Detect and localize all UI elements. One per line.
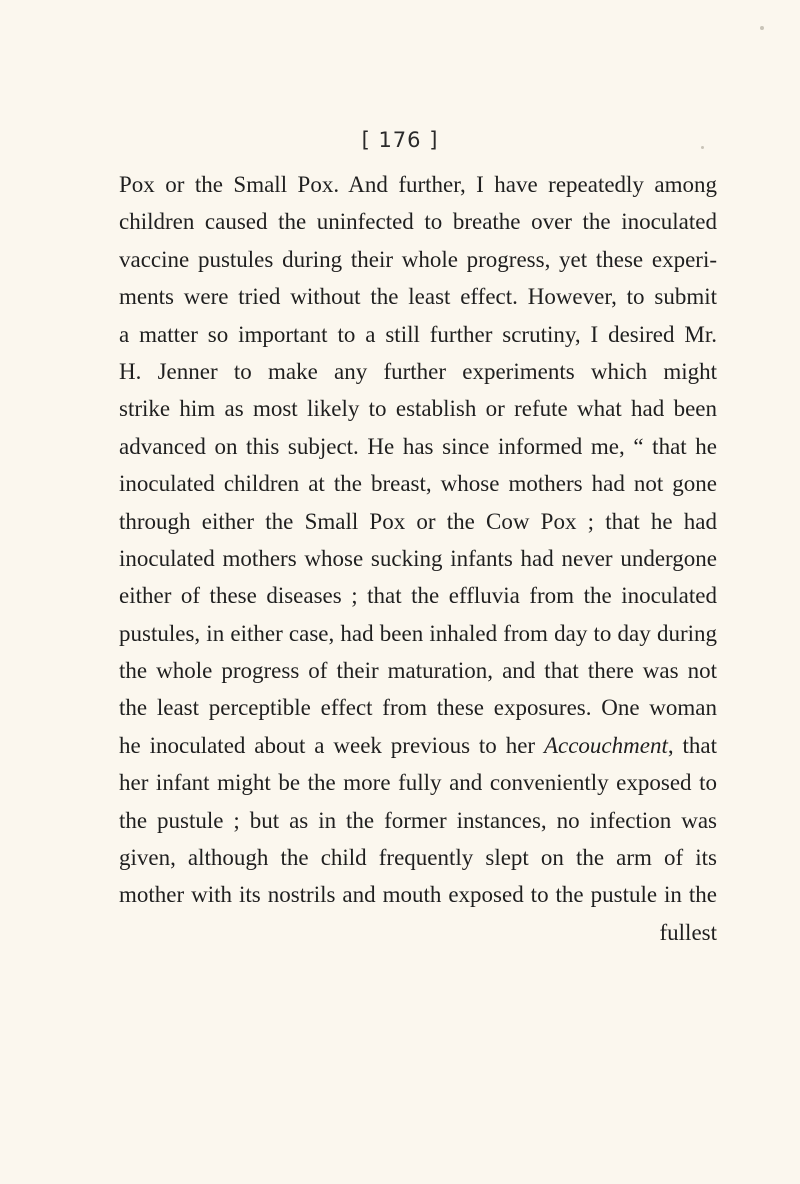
paper-speck [760,26,764,30]
text-line: given, although the child frequently slept on the arm of its [119,845,717,871]
text-line: through either the Small Pox or the Cow Pox ; that he had [119,508,717,534]
text-line: inoculated children at the breast, whose mothers had not gone [119,471,717,497]
italic-word: Accouchment [543,732,668,758]
text-line: advanced on this subject. He has since informed me, “ that he [119,433,717,459]
text-line: Pox or the Small Pox. And further, I have repeatedly among [119,172,717,197]
text-line: ments were tried without the least effect. However, to submit [119,284,717,310]
text-line: pustules, in either case, had been inhaled from day to day during [119,620,717,646]
text-segment: , that [667,732,717,758]
text-line: children caused the uninfected to breathe over the inoculated [119,209,717,235]
text-line: strike him as most likely to establish or refute what had been [119,396,717,422]
body-text [119,166,717,951]
text-line: the least perceptible effect from these exposures. One woman [119,695,717,721]
text-line: vaccine pustules during their whole progress, yet these experi- [119,246,717,272]
text-line-with-italic [119,727,717,764]
text-line: inoculated mothers whose sucking infants had never undergone [119,545,717,571]
text-line: the pustule ; but as in the former instances, no infection was [119,807,717,833]
text-line: H. Jenner to make any further experiments which might [119,358,717,384]
text-segment: he inoculated about a week previous to her [119,732,544,758]
catchword: fullest [659,919,717,945]
text-line: a matter so important to a still further scrutiny, I desired Mr. [119,321,717,347]
text-line: either of these diseases ; that the effluvia from the inoculated [119,583,717,609]
text-line: mother with its nostrils and mouth exposed to the pustule in the [119,882,717,908]
text-line: her infant might be the more fully and conveniently exposed to [119,770,717,796]
text-line: the whole progress of their maturation, and that there was not [119,658,717,684]
page-number: [ 176 ] [361,128,439,152]
